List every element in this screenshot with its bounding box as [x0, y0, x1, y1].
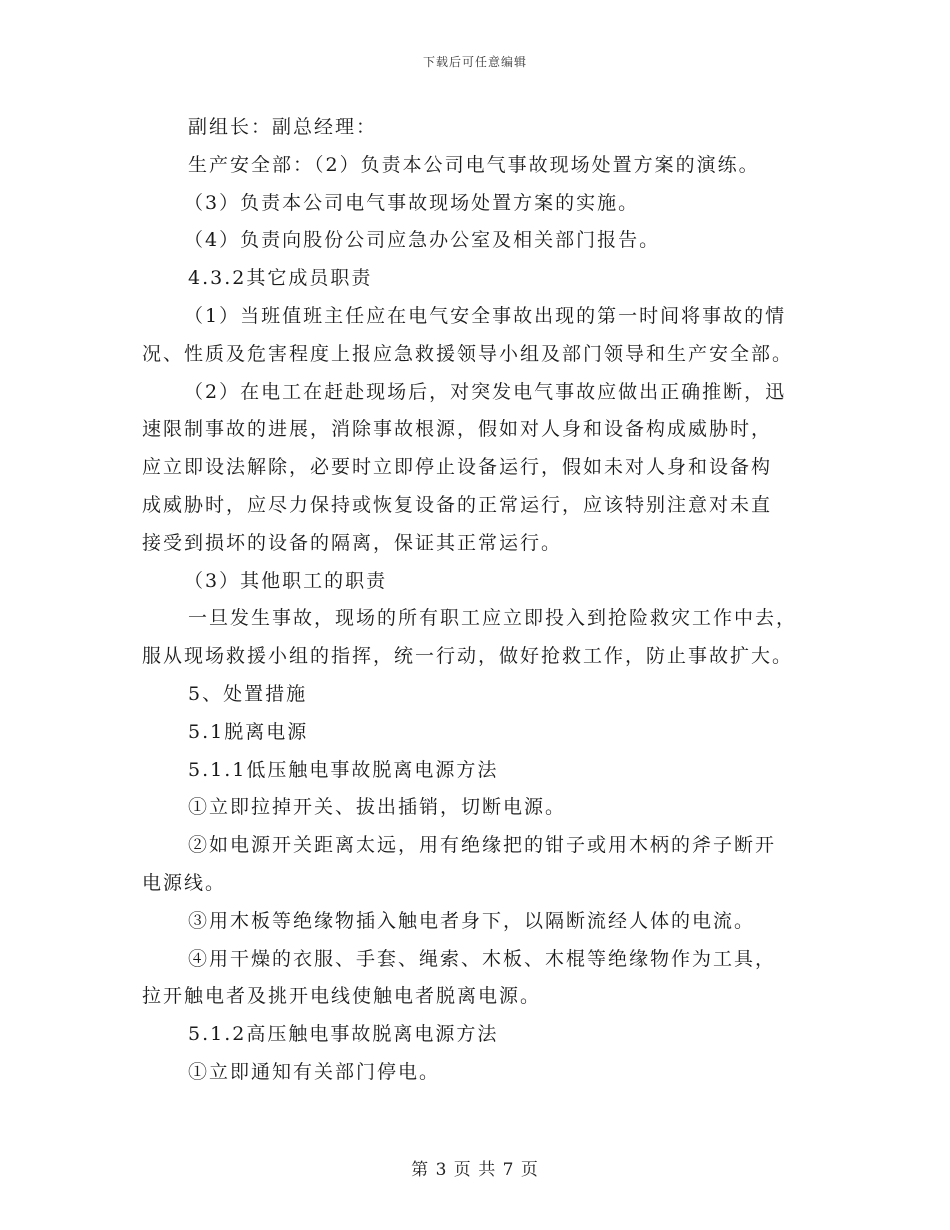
text-line: 生产安全部：（2）负责本公司电气事故现场处置方案的演练。: [188, 153, 760, 176]
text-line: 4.3.2其它成员职责: [188, 267, 373, 290]
text-line: 5.1脱离电源: [188, 720, 309, 743]
text-line: 5、处置措施: [188, 682, 308, 705]
text-line: 况、性质及危害程度上报应急救援领导小组及部门领导和生产安全部。: [142, 342, 794, 365]
text-line: ③用木板等绝缘物插入触电者身下，以隔断流经人体的电流。: [188, 909, 756, 932]
text-line: ①立即拉掉开关、拔出插销，切断电源。: [188, 796, 567, 819]
text-line: （3）其他职工的职责: [184, 569, 388, 592]
page-footer: 第 3 页 共 7 页: [411, 1160, 539, 1180]
text-line: 拉开触电者及挑开电线使触电者脱离电源。: [142, 985, 542, 1008]
text-line: （2）在电工在赶赴现场后，对突发电气事故应做出正确推断，迅: [184, 380, 787, 403]
text-line: 5.1.2高压触电事故脱离电源方法: [188, 1023, 499, 1046]
text-line: 成威胁时，应尽力保持或恢复设备的正常运行，应该特别注意对未直: [142, 493, 773, 516]
text-line: 应立即设法解除，必要时立即停止设备运行，假如未对人身和设备构: [142, 456, 773, 479]
page-header: 下载后可任意编辑: [422, 55, 527, 69]
document-body: [142, 109, 812, 1092]
text-line: 一旦发生事故，现场的所有职工应立即投入到抢险救灾工作中去，: [188, 607, 798, 630]
text-line: 副组长：副总经理：: [188, 116, 378, 138]
text-line: （1）当班值班主任应在电气安全事故出现的第一时间将事故的情: [184, 304, 787, 327]
text-line: 速限制事故的进展，消除事故根源，假如对人身和设备构成威胁时，: [142, 418, 773, 441]
text-line: 接受到损坏的设备的隔离，保证其正常运行。: [142, 531, 563, 554]
text-line: 5.1.1低压触电事故脱离电源方法: [188, 758, 499, 781]
text-line: ②如电源开关距离太远，用有绝缘把的钳子或用木柄的斧子断开: [188, 834, 777, 857]
text-line: 服从现场救援小组的指挥，统一行动，做好抢救工作，防止事故扩大。: [142, 645, 794, 668]
text-line: ①立即通知有关部门停电。: [188, 1060, 441, 1083]
text-line: ④用干燥的衣服、手套、绳索、木板、木棍等绝缘物作为工具，: [188, 947, 777, 970]
text-line: 电源线。: [142, 871, 227, 894]
text-line: （3）负责本公司电气事故现场处置方案的实施。: [184, 191, 640, 214]
text-line: （4）负责向股份公司应急办公室及相关部门报告。: [184, 229, 661, 252]
